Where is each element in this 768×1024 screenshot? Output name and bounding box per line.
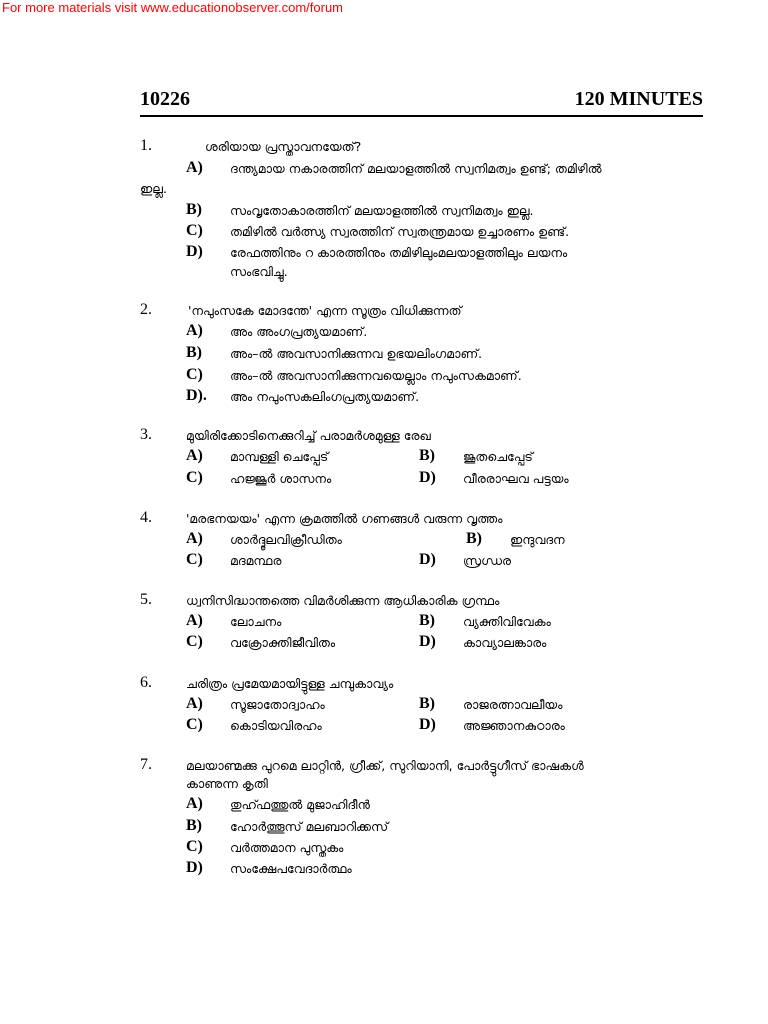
question-number: 5. [140,591,152,608]
option-label: D) [186,243,203,260]
option-text: അം അംഗപ്രത്യയമാണ്. [230,324,368,339]
question-text: മുയിരിക്കോടിനെക്കുറിച്ച് പരാമർശമുള്ള രേഖ [186,428,431,443]
question-number: 3. [140,426,152,443]
option-text: അം നപുംസകലിംഗപ്രത്യയമാണ്. [230,389,420,404]
option-text: വർത്തമാന പുസ്തകം [230,840,344,855]
option-label: C) [186,366,203,383]
option-label: C) [186,716,203,733]
option-text: സംക്ഷേപവേദാർത്ഥം [230,861,352,876]
option-label: D) [419,469,436,486]
header-rule [140,115,703,117]
option-label: B) [419,447,435,464]
option-label: A) [186,447,203,464]
question-text: മലയാണ്മക്കു പുറമെ ലാറ്റിൻ, ഗ്രീക്ക്, സുറിയാനി, പോർട്ടുഗീസ് ഭാഷകൾ [186,758,584,773]
option-text: സൂജാതോദ്വാഹം [230,697,325,712]
option-text: സംവൃതോകാരത്തിന് മലയാളത്തിൽ സ്വനിമത്വം ഇല്ല. [230,203,534,218]
option-text-continuation: ഇല്ല. [140,181,167,196]
option-label: B) [419,695,435,712]
paper-header [140,88,703,114]
option-label: D) [419,551,436,568]
option-text: കാവ്യാലങ്കാരം [463,635,547,650]
option-label: B) [419,612,435,629]
option-label: D) [419,716,436,733]
paper-code: 10226 [140,88,190,110]
question-number: 7. [140,756,152,773]
option-label: D) [186,859,203,876]
question-text: ധ്വനിസിദ്ധാന്തത്തെ വിമർശിക്കുന്ന ആധികാരിക ഗ്രന്ഥം [186,593,500,608]
option-text: ഇന്ദുവദന [510,532,565,547]
option-label: C) [186,469,203,486]
option-label: B) [186,817,202,834]
option-text-continuation: സംഭവിച്ചു. [230,264,288,279]
option-text: വ്യക്തിവിവേകം [463,614,551,629]
question-text: ചരിത്രം പ്രമേയമായിട്ടുള്ള ചമ്പുകാവ്യം [186,676,394,691]
option-label: C) [186,551,203,568]
option-label: C) [186,633,203,650]
option-label: A) [186,530,203,547]
option-label: A) [186,322,203,339]
question-number: 2. [140,301,152,318]
paper-duration: 120 MINUTES [574,88,703,110]
question-text-continuation: കാണുന്ന കൃതി [186,776,268,791]
option-text: ലോചനം [230,614,282,629]
option-text: മദമന്ഥര [230,553,282,568]
option-text: ദന്ത്യമായ നകാരത്തിന് മലയാളത്തിൽ സ്വനിമത്വം ഉണ്ട്; തമിഴിൽ [230,161,602,176]
forum-banner[interactable]: For more materials visit www.educationobserver.com/forum [2,0,344,15]
option-text: ഹോർത്തൂസ് മലബാറിക്കസ് [230,819,389,834]
option-text: മാമ്പള്ളി ചെപ്പേട് [230,449,329,464]
option-text: കൊടിയവിരഹം [230,718,322,733]
option-text: തമിഴിൽ വർത്സ്യ സ്വരത്തിന് സ്വതന്ത്രമായ ഉച്ചാരണം ഉണ്ട്. [230,224,570,239]
option-text: ജൂതചെപ്പേട് [463,449,533,464]
option-label: B) [186,201,202,218]
option-label: A) [186,795,203,812]
option-text: രാജരത്നാവലീയം [463,697,563,712]
option-text: ശാർദ്ദൂലവിക്രീഡിതം [230,532,342,547]
option-label: A) [186,159,203,176]
question-text: 'നപുംസകേ മോദന്തേ' എന്ന സൂത്രം വിധിക്കുന്നത് [188,303,462,318]
option-label: C) [186,838,203,855]
option-label: A) [186,612,203,629]
option-text: അജ്ഞാനകുഠാരം [463,718,565,733]
option-text: തുഹ്ഫത്തുൽ മുജാഹിദീൻ [230,797,370,812]
question-number: 6. [140,674,152,691]
option-text: രേഫത്തിനും റ കാരത്തിനും തമിഴിലുംമലയാളത്തിലും ലയനം [230,245,568,260]
option-text: ഹജ്ജൂർ ശാസനം [230,471,332,486]
option-label: B) [466,530,482,547]
option-text: വീരരാഘവ പട്ടയം [463,471,569,486]
option-label: D) [419,633,436,650]
option-label: A) [186,695,203,712]
option-label: B) [186,344,202,361]
option-text: അം–ൽ അവസാനിക്കുന്നവ ഉഭയലിംഗമാണ്. [230,346,483,361]
question-text: ശരിയായ പ്രസ്താവനയേത്? [205,139,362,154]
question-number: 4. [140,509,152,526]
option-text: വക്രോക്തിജീവിതം [230,635,336,650]
option-text: സ്രഗ്ധര [463,553,511,568]
option-label: D). [186,387,207,404]
question-number: 1. [140,137,152,154]
option-text: അം–ൽ അവസാനിക്കുന്നവയെല്ലാം നപുംസകമാണ്. [230,368,522,383]
option-label: C) [186,222,203,239]
question-text: 'മരഭനയയം' എന്ന ക്രമത്തിൽ ഗണങ്ങൾ വരുന്ന വൃത്തം [186,511,503,526]
